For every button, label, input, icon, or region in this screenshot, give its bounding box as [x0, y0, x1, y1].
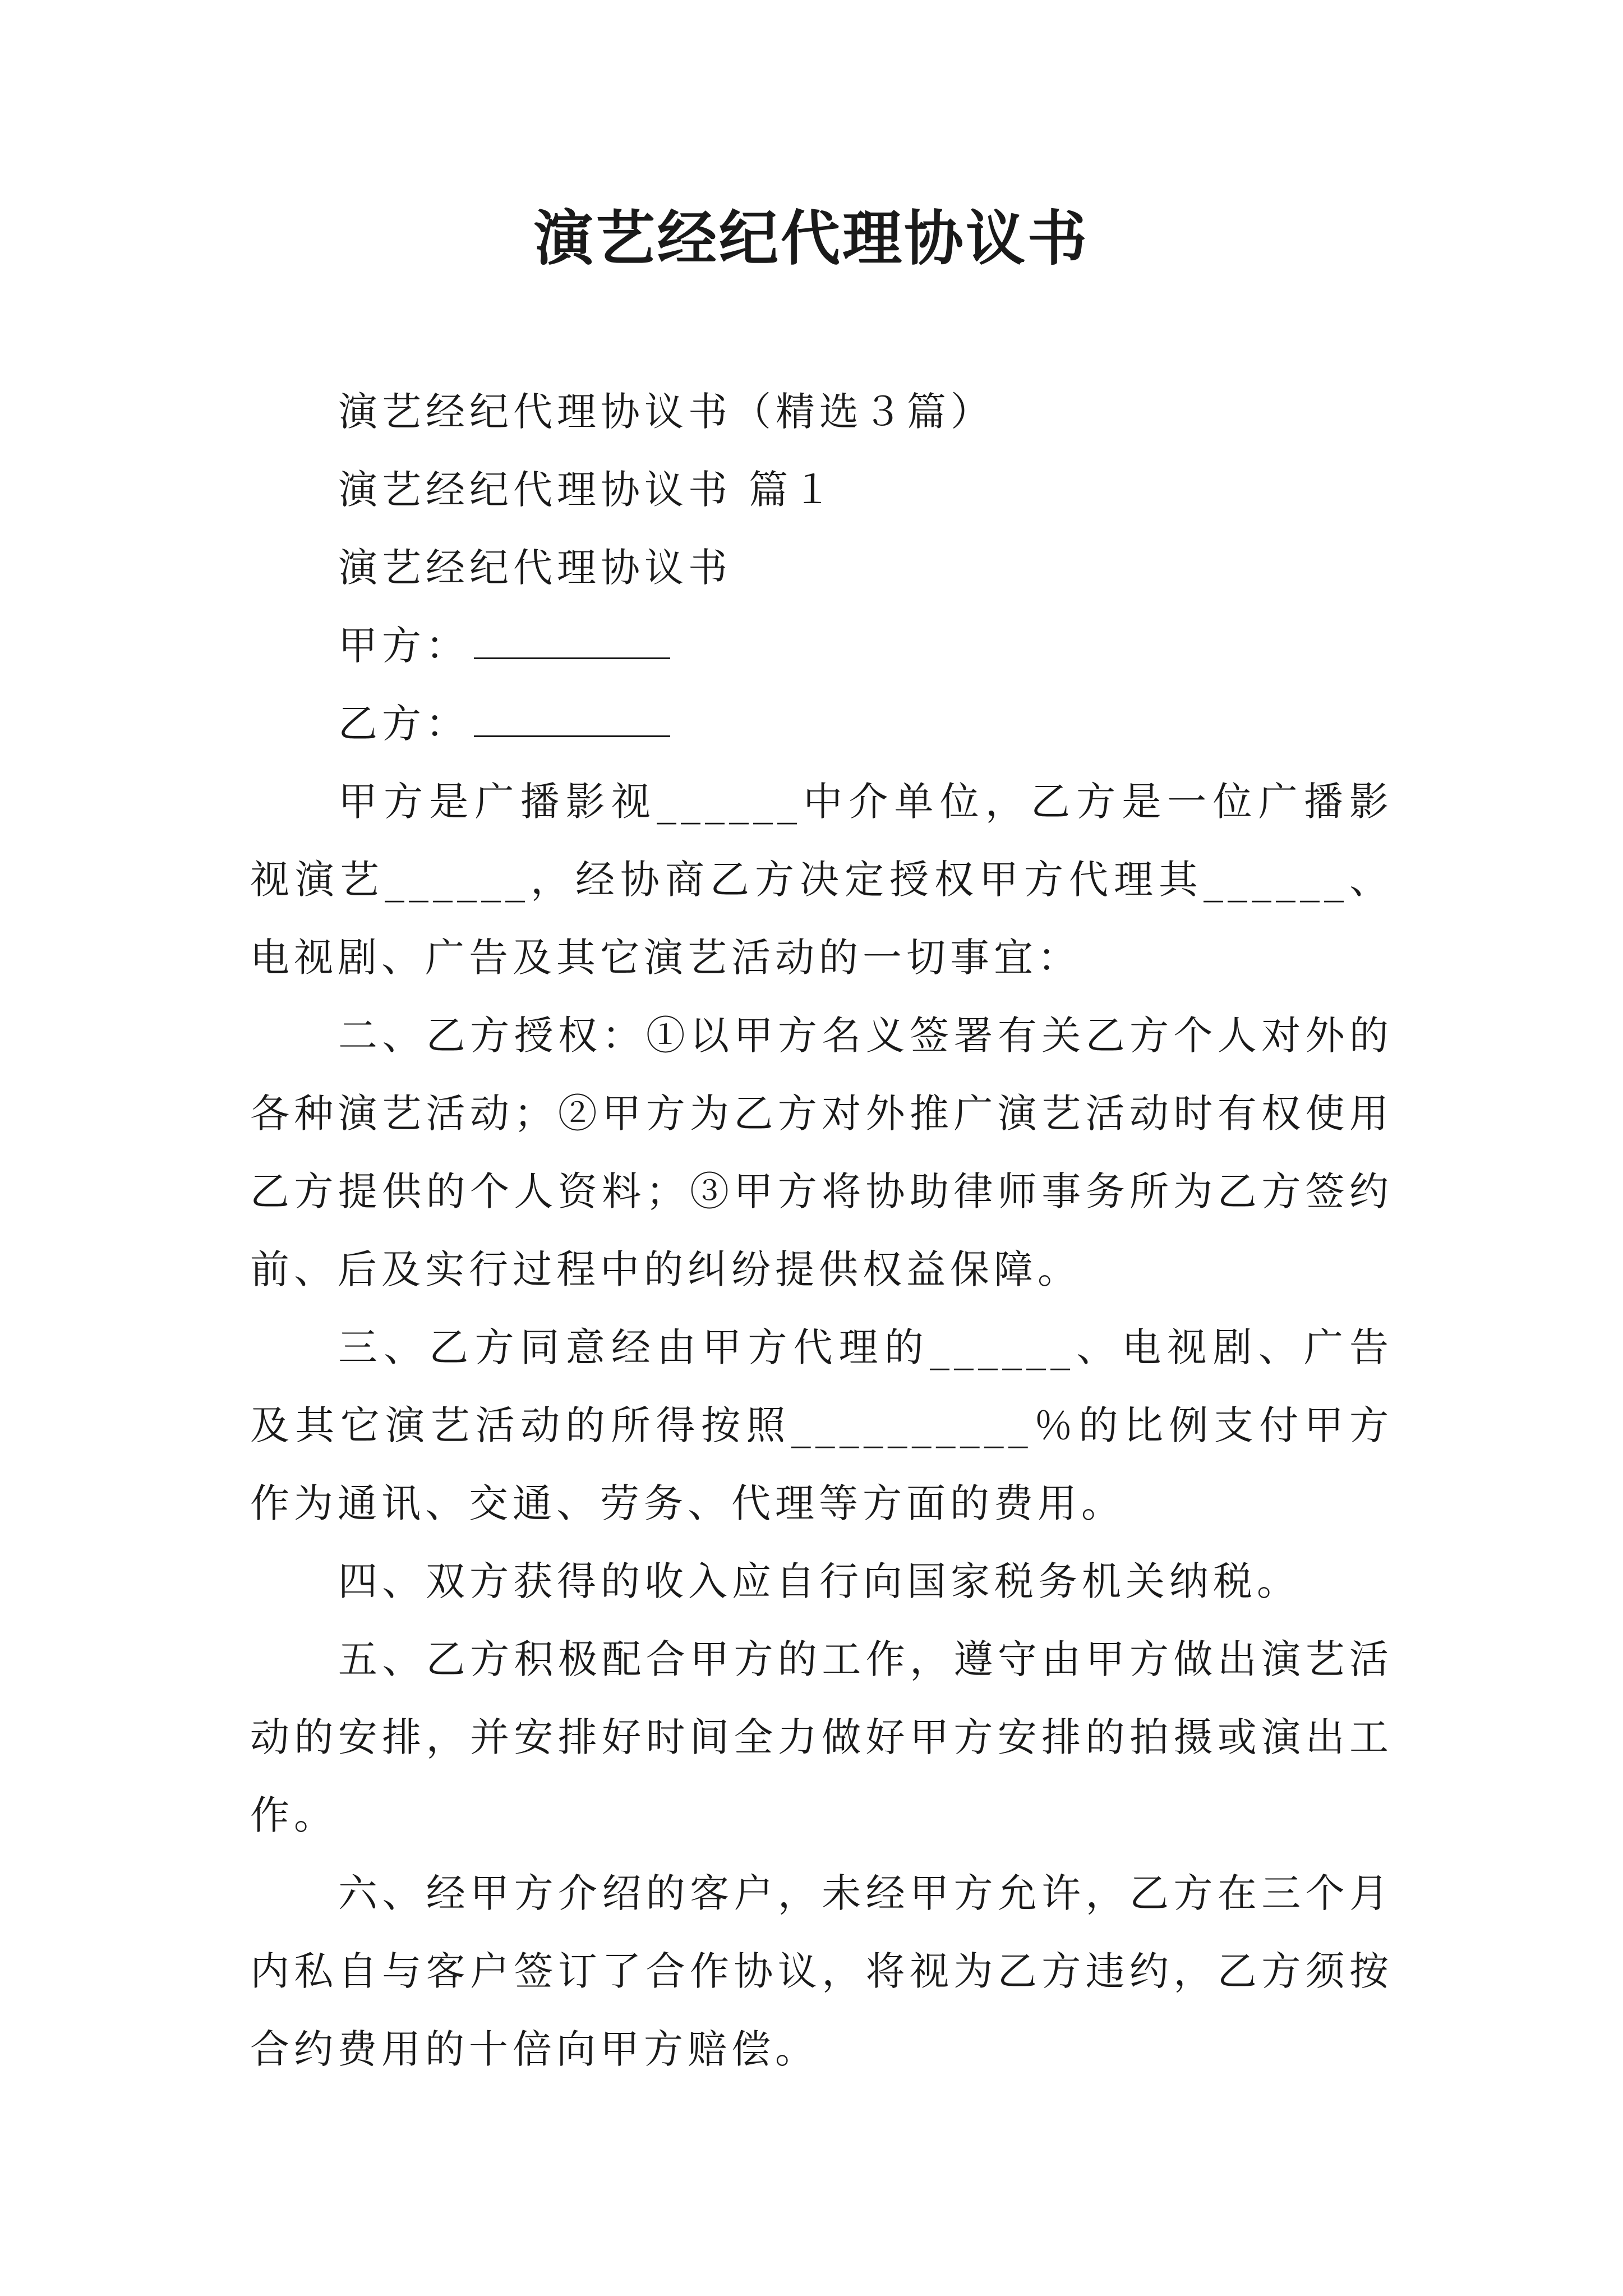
- document-title: 演艺经纪代理协议书: [534, 203, 1089, 273]
- paragraph-clause-4: 四、双方获得的收入应自行向国家税务机关纳税。: [338, 1558, 1301, 1604]
- subtitle-line: 演艺经纪代理协议书（精选３篇）: [338, 389, 994, 435]
- document-body: [250, 373, 1393, 2088]
- party-b-line: [250, 685, 1393, 763]
- paragraph-clause-5: 五、乙方积极配合甲方的工作，遵守由甲方做出演艺活动的安排，并安排好时间全力做好甲方安排的拍摄或演出工作。: [250, 1636, 1393, 1838]
- chapter-heading: 演艺经纪代理协议书 篇１: [338, 467, 837, 513]
- inner-title: 演艺经纪代理协议书: [338, 545, 732, 591]
- party-b-blank: [474, 694, 670, 737]
- party-b-label: 乙方：: [338, 701, 469, 747]
- paragraph-clause-6: 六、经甲方介绍的客户，未经甲方允许，乙方在三个月内私自与客户签订了合作协议，将视为乙方违约，乙方须按合约费用的十倍向甲方赔偿。: [250, 1870, 1393, 2072]
- party-a-label: 甲方：: [338, 623, 469, 669]
- paragraph-intro: 甲方是广播影视______中介单位，乙方是一位广播影视演艺______，经协商乙方决定授权甲方代理其______、电视剧、广告及其它演艺活动的一切事宜：: [250, 779, 1393, 981]
- paragraph-clause-3: 三、乙方同意经由甲方代理的______、电视剧、广告及其它演艺活动的所得按照__________％的比例支付甲方作为通讯、交通、劳务、代理等方面的费用。: [250, 1324, 1393, 1526]
- party-a-blank: [474, 616, 670, 659]
- party-a-line: [250, 607, 1393, 685]
- paragraph-clause-2: 二、乙方授权：①以甲方名义签署有关乙方个人对外的各种演艺活动；②甲方为乙方对外推广演艺活动时有权使用乙方提供的个人资料；③甲方将协助律师事务所为乙方签约前、后及实行过程中的纠纷提供权益保障。: [250, 1013, 1393, 1292]
